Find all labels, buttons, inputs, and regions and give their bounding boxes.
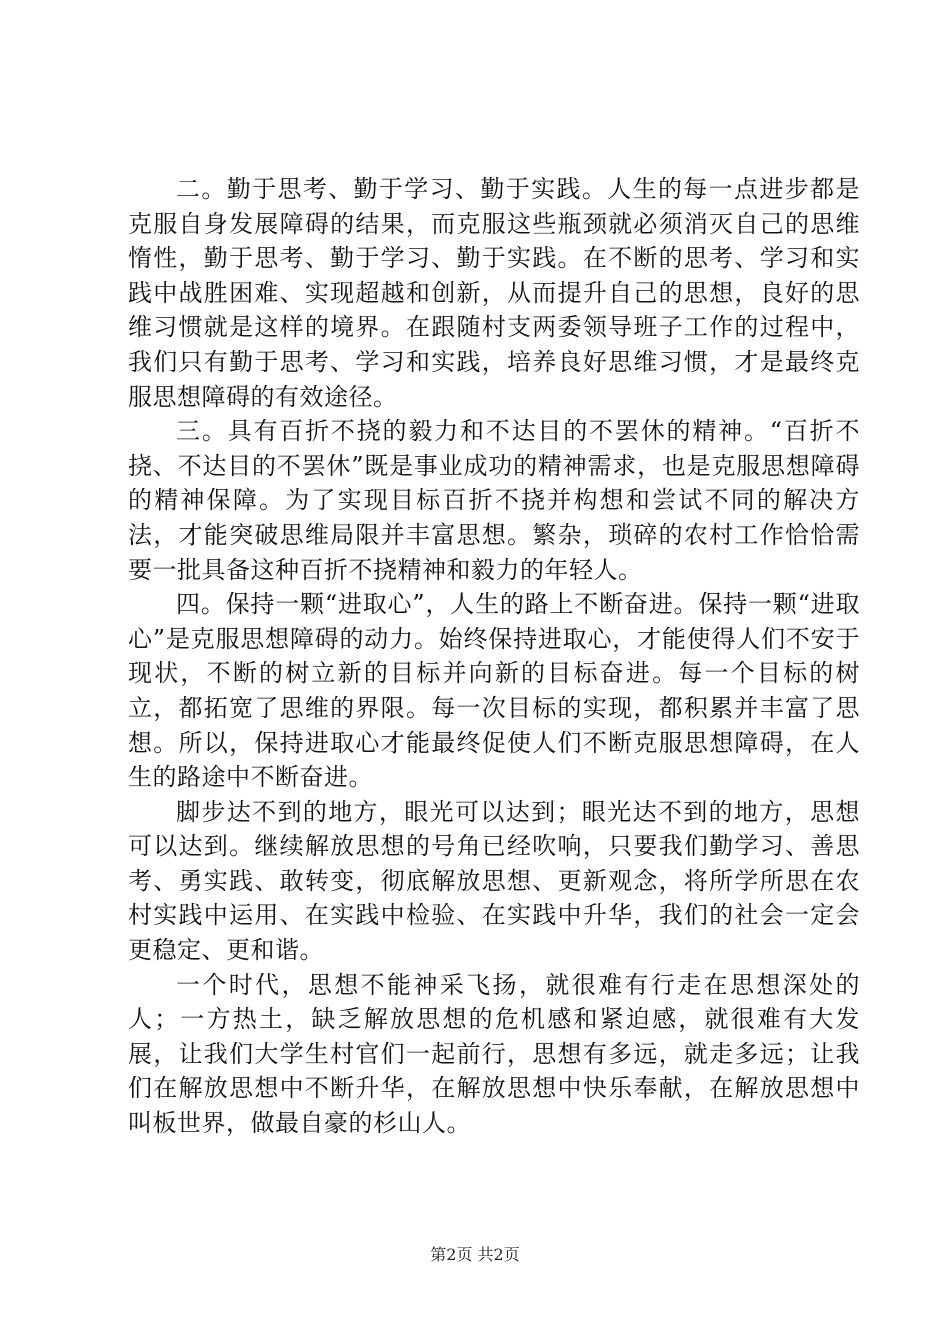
paragraph-3: 三。具有百折不挠的毅力和不达目的不罢休的精神。“百折不挠、不达目的不罢休”既是事业成功的精神需求，也是克服思想障碍的精神保障。为了实现目标百折不挠并构想和尝试不同的解决方法，才能突破思维局限并丰富思想。繁杂，琐碎的农村工作恰恰需要一批具备这种百折不挠精神和毅力的年轻人。	[128, 417, 860, 584]
paragraph-2: 二。勤于思考、勤于学习、勤于实践。人生的每一点进步都是克服自身发展障碍的结果，而克服这些瓶颈就必须消灭自己的思维惰性，勤于思考、勤于学习、勤于实践。在不断的思考、学习和实践中战胜困难、实现超越和创新，从而提升自己的思想，良好的思维习惯就是这样的境界。在跟随村支两委领导班子工作的过程中，我们只有勤于思考、学习和实践，培养良好思维习惯，才是最终克服思想障碍的有效途径。	[128, 175, 860, 411]
paragraph-4: 四。保持一颗“进取心”，人生的路上不断奋进。保持一颗“进取心”是克服思想障碍的动力。始终保持进取心，才能使得人们不安于现状，不断的树立新的目标并向新的目标奋进。每一个目标的树立，都拓宽了思维的界限。每一次目标的实现，都积累并丰富了思想。所以，保持进取心才能最终促使人们不断克服思想障碍，在人生的路途中不断奋进。	[128, 590, 860, 792]
paragraph-conclusion: 一个时代，思想不能神采飞扬，就很难有行走在思想深处的人；一方热土，缺乏解放思想的危机感和紧迫感，就很难有大发展，让我们大学生村官们一起前行，思想有多远，就走多远；让我们在解放思想中不断升华，在解放思想中快乐奉献，在解放思想中叫板世界，做最自豪的杉山人。	[128, 970, 860, 1138]
document-body	[128, 172, 860, 1141]
page-footer: 第2页 共2页	[430, 1245, 520, 1264]
paragraph-vision: 脚步达不到的地方，眼光可以达到；眼光达不到的地方，思想可以达到。继续解放思想的号角已经吹响，只要我们勤学习、善思考、勇实践、敢转变，彻底解放思想、更新观念，将所学所思在农村实践中运用、在实践中检验、在实践中升华，我们的社会一定会更稳定、更和谐。	[128, 797, 860, 965]
